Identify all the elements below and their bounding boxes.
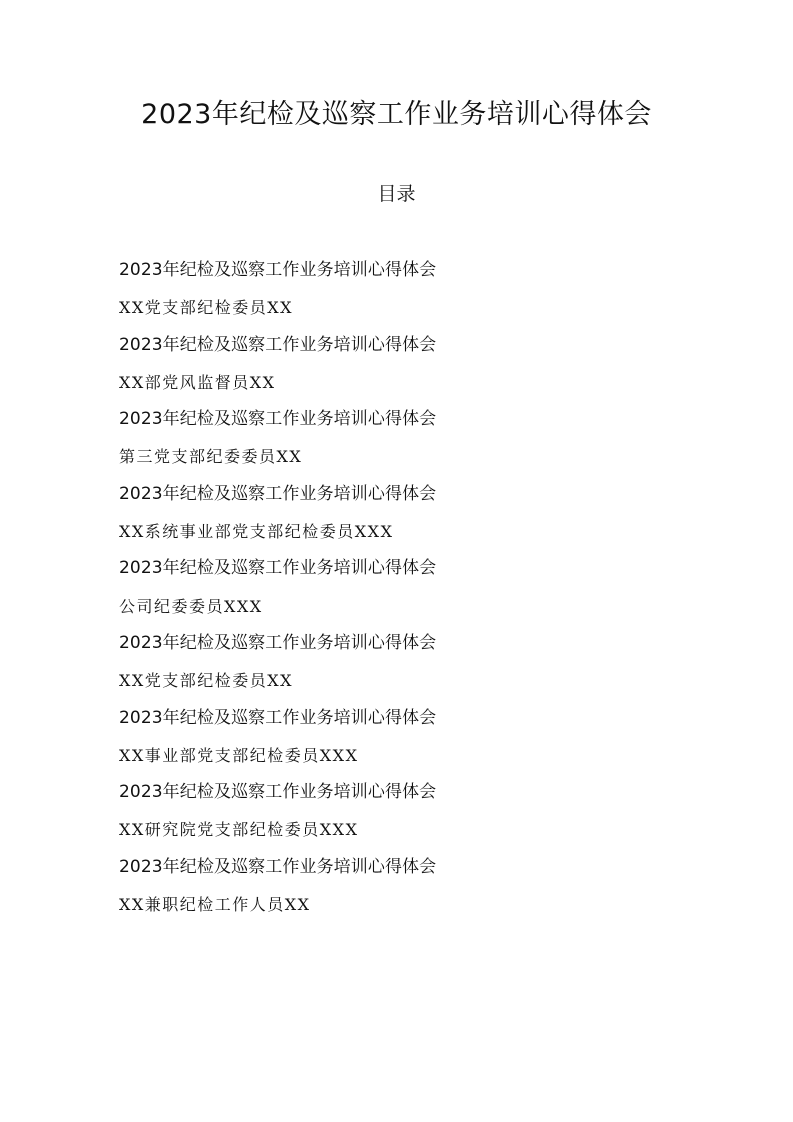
toc-entry[interactable]	[119, 550, 679, 625]
toc-entry-title[interactable]: 2023年纪检及巡察工作业务培训心得体会	[119, 782, 437, 803]
table-of-contents	[119, 252, 679, 923]
toc-entry-title[interactable]: 2023年纪检及巡察工作业务培训心得体会	[119, 483, 437, 504]
toc-entry-author: XX党支部纪检委员XX	[119, 298, 294, 318]
toc-heading: 目录	[377, 183, 416, 205]
toc-entry-author: XX部党风监督员XX	[119, 372, 276, 392]
toc-entry-author: XX兼职纪检工作人员XX	[119, 895, 311, 915]
toc-entry-title[interactable]: 2023年纪检及巡察工作业务培训心得体会	[119, 409, 437, 430]
toc-entry-title[interactable]: 2023年纪检及巡察工作业务培训心得体会	[119, 558, 437, 579]
toc-entry-title[interactable]: 2023年纪检及巡察工作业务培训心得体会	[119, 260, 437, 280]
toc-entry[interactable]	[119, 476, 679, 551]
document-title: 2023年纪检及巡察工作业务培训心得体会	[141, 99, 652, 130]
toc-entry-title[interactable]: 2023年纪检及巡察工作业务培训心得体会	[119, 334, 437, 355]
toc-entry[interactable]	[119, 625, 679, 700]
toc-entry[interactable]	[119, 252, 679, 327]
toc-entry-title[interactable]: 2023年纪检及巡察工作业务培训心得体会	[119, 632, 437, 653]
toc-entry-author: XX系统事业部党支部纪检委员XXX	[119, 522, 394, 542]
toc-entry-author: 第三党支部纪委委员XX	[119, 447, 303, 467]
toc-entry-author: XX研究院党支部纪检委员XXX	[119, 820, 359, 840]
toc-entry[interactable]	[119, 401, 679, 476]
toc-entry-author: 公司纪委委员XXX	[119, 596, 263, 616]
toc-entry-author: XX事业部党支部纪检委员XXX	[119, 745, 359, 765]
toc-entry[interactable]	[119, 774, 679, 849]
toc-entry[interactable]	[119, 849, 679, 924]
toc-entry-title[interactable]: 2023年纪检及巡察工作业务培训心得体会	[119, 856, 437, 877]
toc-entry-title[interactable]: 2023年纪检及巡察工作业务培训心得体会	[119, 707, 437, 728]
toc-entry[interactable]	[119, 327, 679, 402]
toc-entry[interactable]	[119, 700, 679, 775]
toc-entry-author: XX党支部纪检委员XX	[119, 671, 294, 691]
